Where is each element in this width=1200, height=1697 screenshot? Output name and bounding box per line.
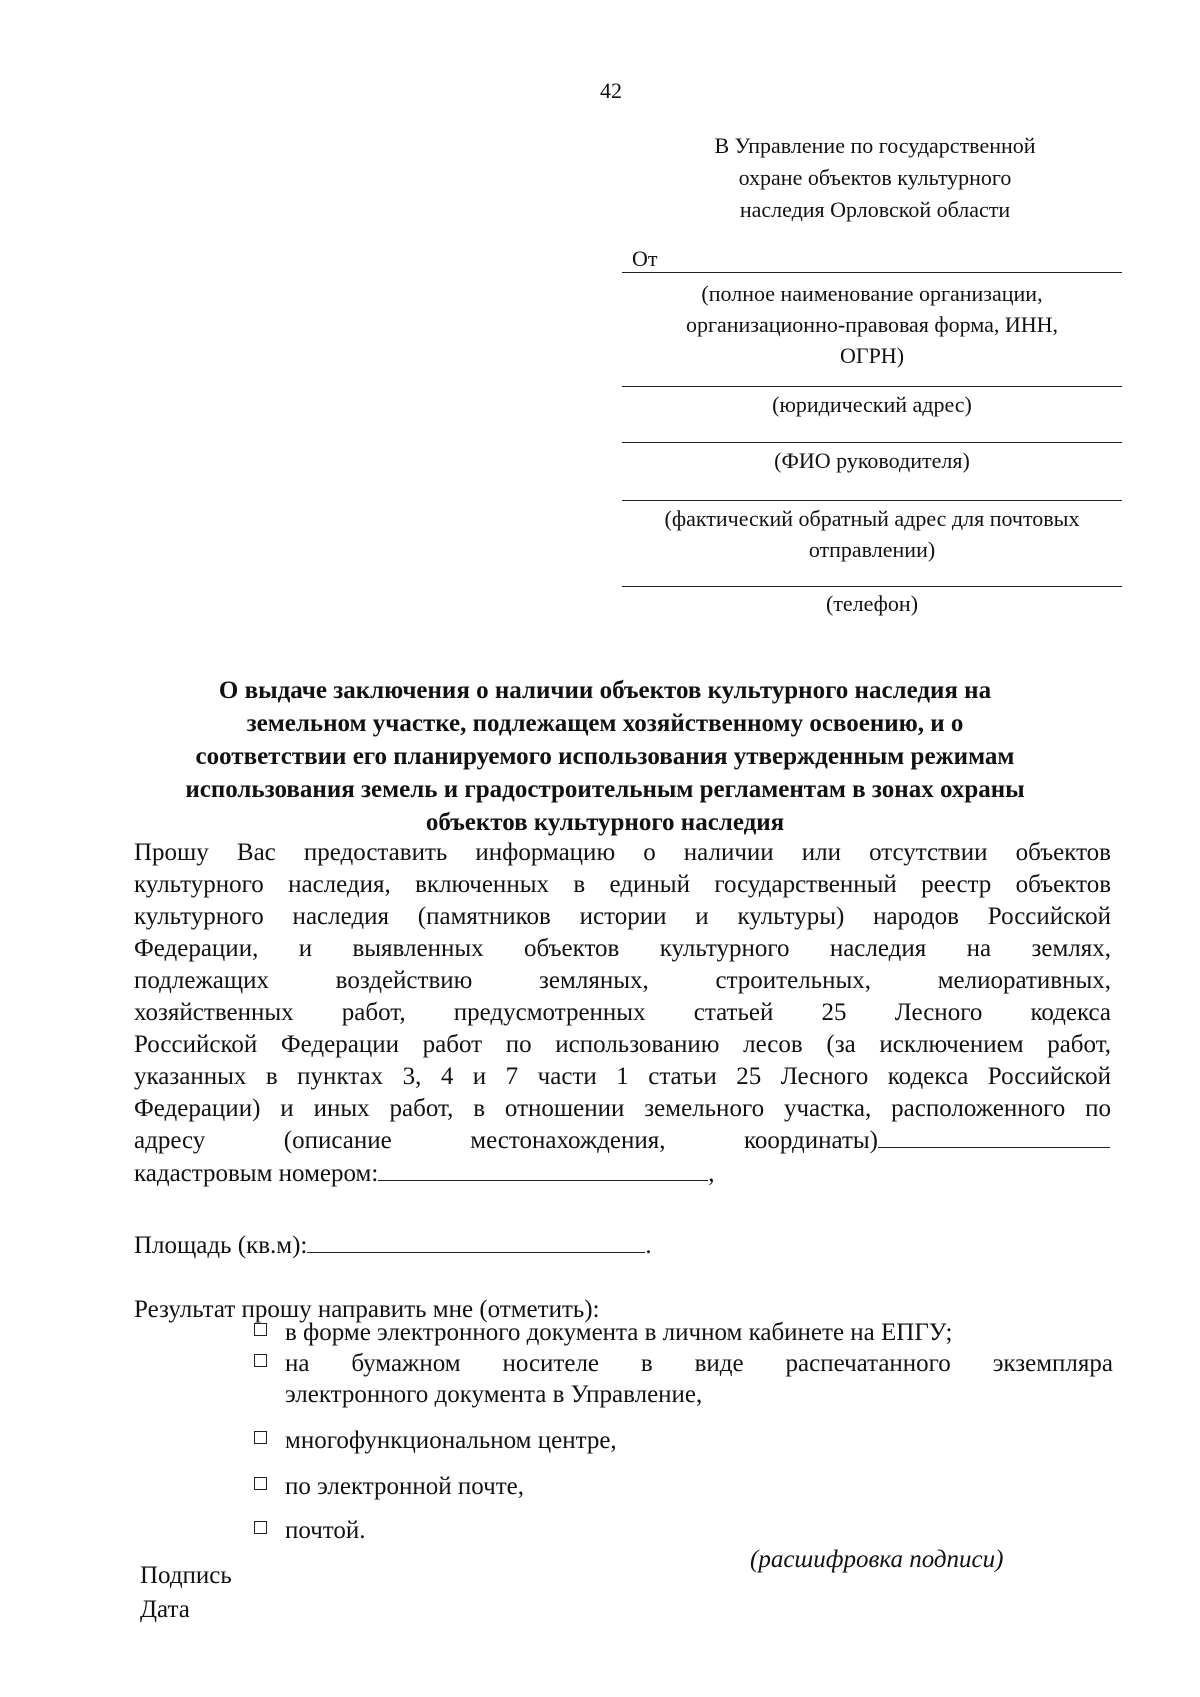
option-label: многофункциональном центре, — [285, 1427, 617, 1454]
director-field-line[interactable] — [622, 442, 1122, 443]
addressee-block — [620, 130, 1130, 226]
cadastral-end: , — [708, 1160, 715, 1187]
hint-line: ОГРН) — [839, 343, 905, 368]
body-line: хозяйственных работ, предусмотренных статьей 25 Лесного кодекса — [134, 999, 1111, 1026]
checkbox-paper[interactable] — [254, 1354, 267, 1367]
checkbox-post[interactable] — [254, 1521, 267, 1534]
addressee-line: наследия Орловской области — [739, 197, 1011, 222]
hint-line: (фактический обратный адрес для почтовых — [664, 506, 1080, 531]
signature-decode-label: (расшифровка подписи) — [750, 1546, 1004, 1573]
option-email — [254, 1472, 524, 1502]
hint-line: (полное наименование организации, — [701, 281, 1043, 306]
title-line: земельном участке, подлежащем хозяйственному освоению, и о — [246, 710, 964, 737]
page-number: 42 — [600, 78, 622, 103]
addressee-line: охране объектов культурного — [738, 165, 1012, 190]
checkbox-email[interactable] — [254, 1477, 267, 1490]
document-title — [120, 674, 1090, 839]
option-mfc — [254, 1426, 617, 1456]
phone-field-line[interactable] — [622, 586, 1122, 587]
legal-address-hint: (юридический адрес) — [772, 392, 972, 417]
option-label: в форме электронного документа в личном кабинете на ЕПГУ; — [285, 1319, 953, 1346]
postal-address-field-line[interactable] — [622, 500, 1122, 501]
hint-line: отправлении) — [808, 537, 936, 562]
checkbox-epgu[interactable] — [254, 1323, 267, 1336]
addressee-line: В Управление по государственной — [714, 133, 1036, 158]
date-label: Дата — [140, 1596, 190, 1623]
body-line: Прошу Вас предоставить информацию о наличии или отсутствии объектов — [134, 839, 1111, 866]
legal-address-field-line[interactable] — [622, 386, 1122, 387]
option-epgu — [254, 1318, 1114, 1348]
body-line: Федерации) и иных работ, в отношении земельного участка, расположенного по — [134, 1095, 1111, 1122]
option-post — [254, 1516, 366, 1546]
body-line: Федерации, и выявленных объектов культурного наследия на землях, — [134, 935, 1111, 962]
option-label: на бумажном носителе в виде распечатанного экземпляра — [285, 1350, 1113, 1377]
cadastral-row — [134, 1158, 715, 1190]
checkbox-mfc[interactable] — [254, 1431, 267, 1444]
address-label: адресу (описание местонахождения, координаты) — [134, 1127, 878, 1154]
cadastral-label: кадастровым номером: — [134, 1160, 379, 1187]
title-line: О выдаче заключения о наличии объектов культурного наследия на — [218, 677, 992, 704]
hint-line: организационно-правовая форма, ИНН, — [685, 312, 1059, 337]
sender-org-hint — [622, 278, 1122, 371]
phone-hint: (телефон) — [825, 591, 919, 616]
sender-org-field-line[interactable] — [622, 272, 1122, 273]
option-paper — [254, 1349, 1114, 1379]
title-line: использования земель и градостроительным регламентам в зонах охраны — [185, 776, 1025, 803]
result-label: Результат прошу направить мне (отметить): — [134, 1296, 600, 1323]
address-row — [134, 1125, 1114, 1157]
body-line: подлежащих воздействию земляных, строительных, мелиоративных, — [134, 967, 1111, 994]
option-paper-continuation: электронного документа в Управление, — [285, 1381, 703, 1408]
area-input-line[interactable] — [307, 1230, 645, 1253]
address-input-line[interactable] — [878, 1125, 1110, 1148]
title-line: объектов культурного наследия — [425, 809, 785, 836]
request-paragraph — [134, 837, 1111, 1125]
cadastral-input-line[interactable] — [378, 1158, 708, 1181]
signature-label: Подпись — [140, 1562, 232, 1589]
postal-address-hint — [622, 503, 1122, 565]
area-label: Площадь (кв.м): — [134, 1232, 308, 1259]
director-hint: (ФИО руководителя) — [774, 448, 970, 473]
area-end: . — [645, 1232, 652, 1259]
option-label: почтой. — [285, 1517, 366, 1544]
option-label: по электронной почте, — [285, 1473, 524, 1500]
body-line: Российской Федерации работ по использованию лесов (за исключением работ, — [134, 1031, 1111, 1058]
from-label: От — [632, 246, 658, 271]
body-line: культурного наследия, включенных в единый государственный реестр объектов — [134, 871, 1111, 898]
area-row — [134, 1230, 652, 1262]
body-line: указанных в пунктах 3, 4 и 7 части 1 статьи 25 Лесного кодекса Российской — [134, 1063, 1111, 1090]
body-line: культурного наследия (памятников истории и культуры) народов Российской — [134, 903, 1111, 930]
title-line: соответствии его планируемого использования утвержденным режимам — [195, 743, 1015, 770]
